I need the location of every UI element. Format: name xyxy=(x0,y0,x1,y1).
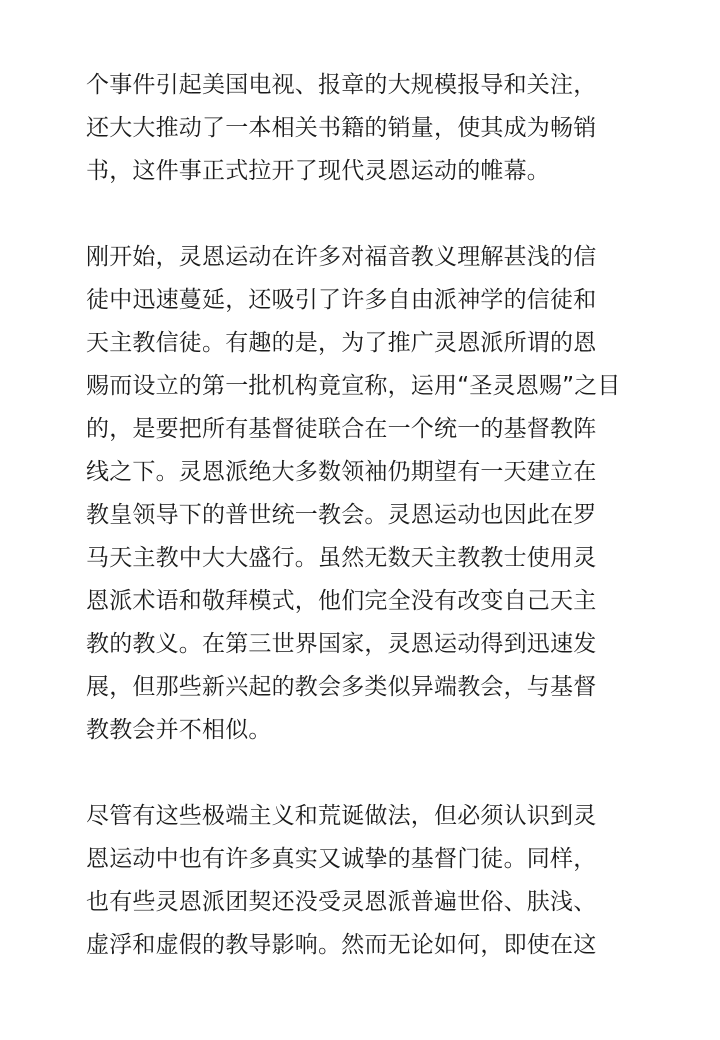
text-line: 教的教义。在第三世界国家，灵恩运动得到迅速发 xyxy=(86,631,597,657)
article-body xyxy=(86,64,646,1010)
text-line: 恩派术语和敬拜模式，他们完全没有改变自己天主 xyxy=(86,588,597,614)
text-line: 天主教信徒。有趣的是，为了推广灵恩派所谓的恩 xyxy=(86,330,597,356)
text-line: 个事件引起美国电视、报章的大规模报导和关注， xyxy=(86,72,597,98)
text-line: 还大大推动了一本相关书籍的销量，使其成为畅销 xyxy=(86,115,597,141)
text-line: 书，这件事正式拉开了现代灵恩运动的帷幕。 xyxy=(86,158,550,184)
text-line: 赐而设立的第一批机构竟宣称，运用“圣灵恩赐”之目 xyxy=(86,373,621,399)
text-line: 马天主教中大大盛行。虽然无数天主教教士使用灵 xyxy=(86,545,597,571)
text-line: 的，是要把所有基督徒联合在一个统一的基督教阵 xyxy=(86,416,597,442)
paragraph-3 xyxy=(86,795,646,967)
text-line: 恩运动中也有许多真实又诚挚的基督门徒。同样， xyxy=(86,846,597,872)
text-line: 刚开始，灵恩运动在许多对福音教义理解甚浅的信 xyxy=(86,244,597,270)
text-line: 尽管有这些极端主义和荒诞做法，但必须认识到灵 xyxy=(86,803,597,829)
text-line: 教教会并不相似。 xyxy=(86,717,272,743)
text-line: 虚浮和虚假的教导影响。然而无论如何，即使在这 xyxy=(86,932,597,958)
text-line: 教皇领导下的普世统一教会。灵恩运动也因此在罗 xyxy=(86,502,597,528)
text-line: 徒中迅速蔓延，还吸引了许多自由派神学的信徒和 xyxy=(86,287,597,313)
text-line: 也有些灵恩派团契还没受灵恩派普遍世俗、肤浅、 xyxy=(86,889,597,915)
paragraph-1 xyxy=(86,64,646,193)
text-line: 线之下。灵恩派绝大多数领袖仍期望有一天建立在 xyxy=(86,459,597,485)
text-line: 展，但那些新兴起的教会多类似异端教会，与基督 xyxy=(86,674,597,700)
paragraph-2 xyxy=(86,236,646,752)
